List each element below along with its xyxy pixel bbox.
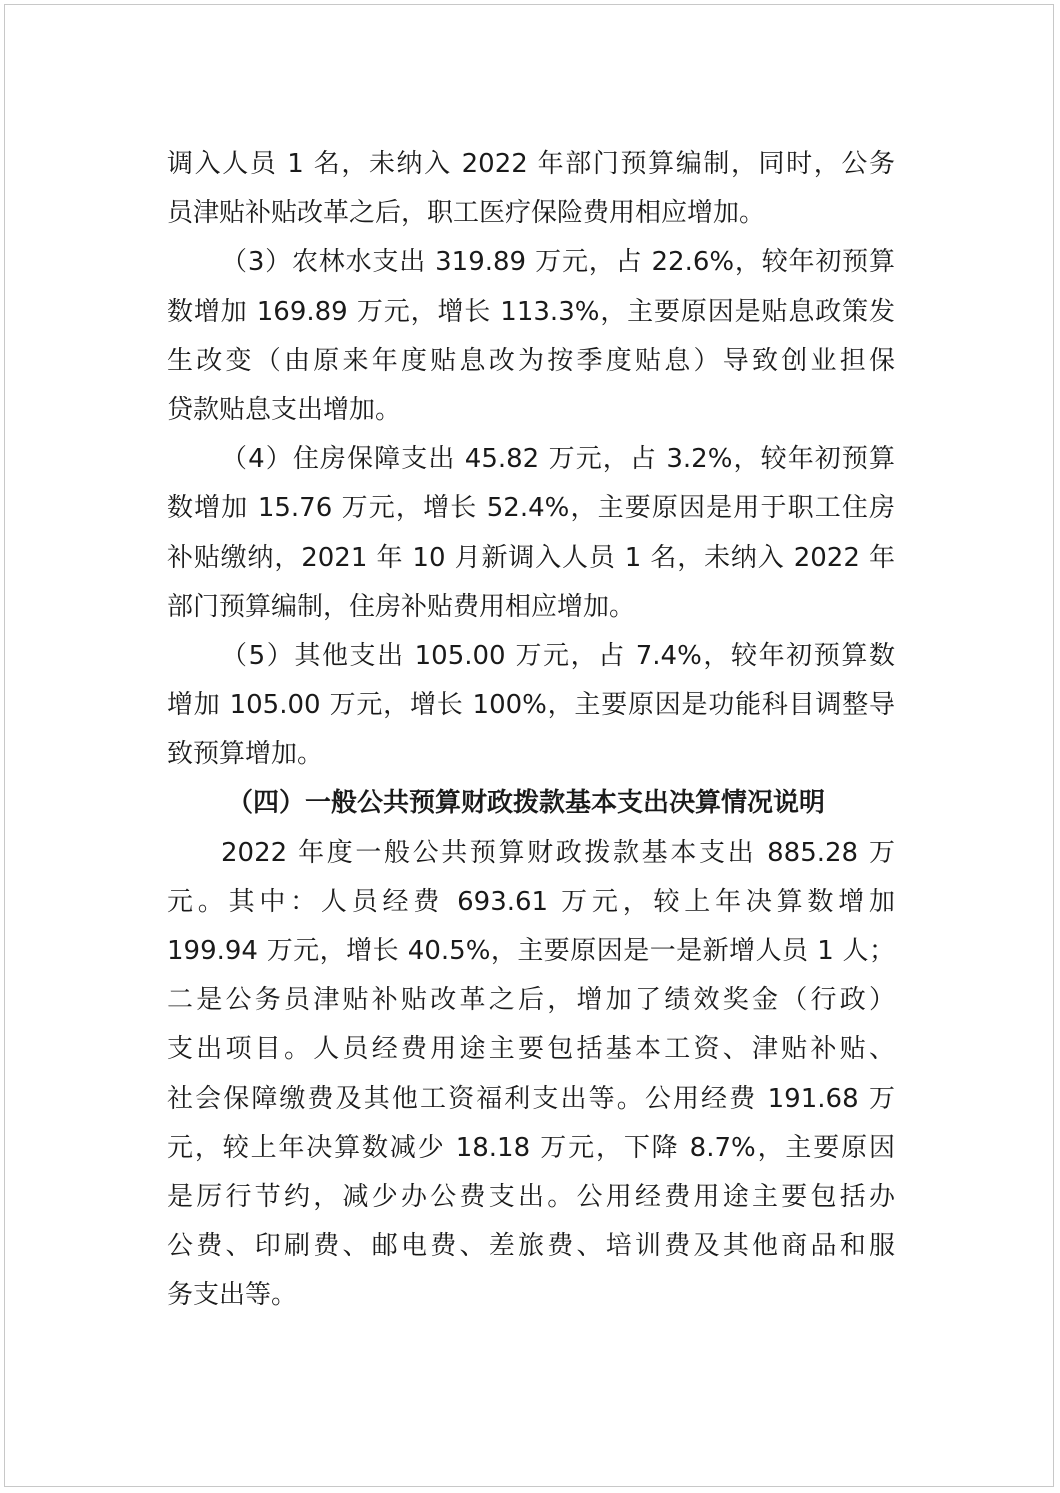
text-line: 199.94 万元，增长 40.5%，主要原因是一是新增人员 1 人； — [167, 936, 895, 966]
section-heading: （四）一般公共预算财政拨款基本支出决算情况说明 — [227, 788, 826, 819]
text-line: 增加 105.00 万元，增长 100%，主要原因是功能科目调整导 — [167, 690, 895, 721]
text-line: （5）其他支出 105.00 万元，占 7.4%，较年初预算数 — [221, 640, 895, 671]
text-line: 元，较上年决算数减少 18.18 万元，下降 8.7%，主要原因 — [167, 1132, 895, 1163]
text-line: 数增加 169.89 万元，增长 113.3%，主要原因是贴息政策发 — [167, 296, 895, 327]
text-line: 数增加 15.76 万元，增长 52.4%，主要原因是用于职工住房 — [167, 493, 895, 524]
text-line: 2022 年度一般公共预算财政拨款基本支出 885.28 万 — [221, 837, 895, 868]
text-line: 致预算增加。 — [167, 739, 324, 770]
text-line: 支出项目。人员经费用途主要包括基本工资、津贴补贴、 — [167, 1034, 895, 1065]
text-line: 务支出等。 — [167, 1280, 298, 1311]
text-line: 公费、印刷费、邮电费、差旅费、培训费及其他商品和服 — [167, 1231, 895, 1262]
text-line: 生改变（由原来年度贴息改为按季度贴息）导致创业担保 — [167, 345, 895, 376]
text-line: 元。其中：人员经费 693.61 万元，较上年决算数增加 — [167, 886, 895, 917]
text-line: （4）住房保障支出 45.82 万元，占 3.2%，较年初预算 — [221, 444, 895, 475]
text-line: 二是公务员津贴补贴改革之后，增加了绩效奖金（行政） — [167, 985, 895, 1016]
text-line: 补贴缴纳，2021 年 10 月新调入人员 1 名，未纳入 2022 年 — [167, 542, 895, 573]
text-line: 是厉行节约，减少办公费支出。公用经费用途主要包括办 — [167, 1181, 895, 1212]
text-line: 调入人员 1 名，未纳入 2022 年部门预算编制，同时，公务 — [167, 149, 895, 179]
text-line: （3）农林水支出 319.89 万元，占 22.6%，较年初预算 — [221, 247, 895, 278]
text-line: 部门预算编制，住房补贴费用相应增加。 — [167, 591, 636, 622]
text-line: 社会保障缴费及其他工资福利支出等。公用经费 191.68 万 — [167, 1083, 895, 1114]
document-body — [167, 140, 895, 1321]
text-line: 员津贴补贴改革之后，职工医疗保险费用相应增加。 — [167, 198, 766, 229]
text-line: 贷款贴息支出增加。 — [167, 394, 402, 425]
